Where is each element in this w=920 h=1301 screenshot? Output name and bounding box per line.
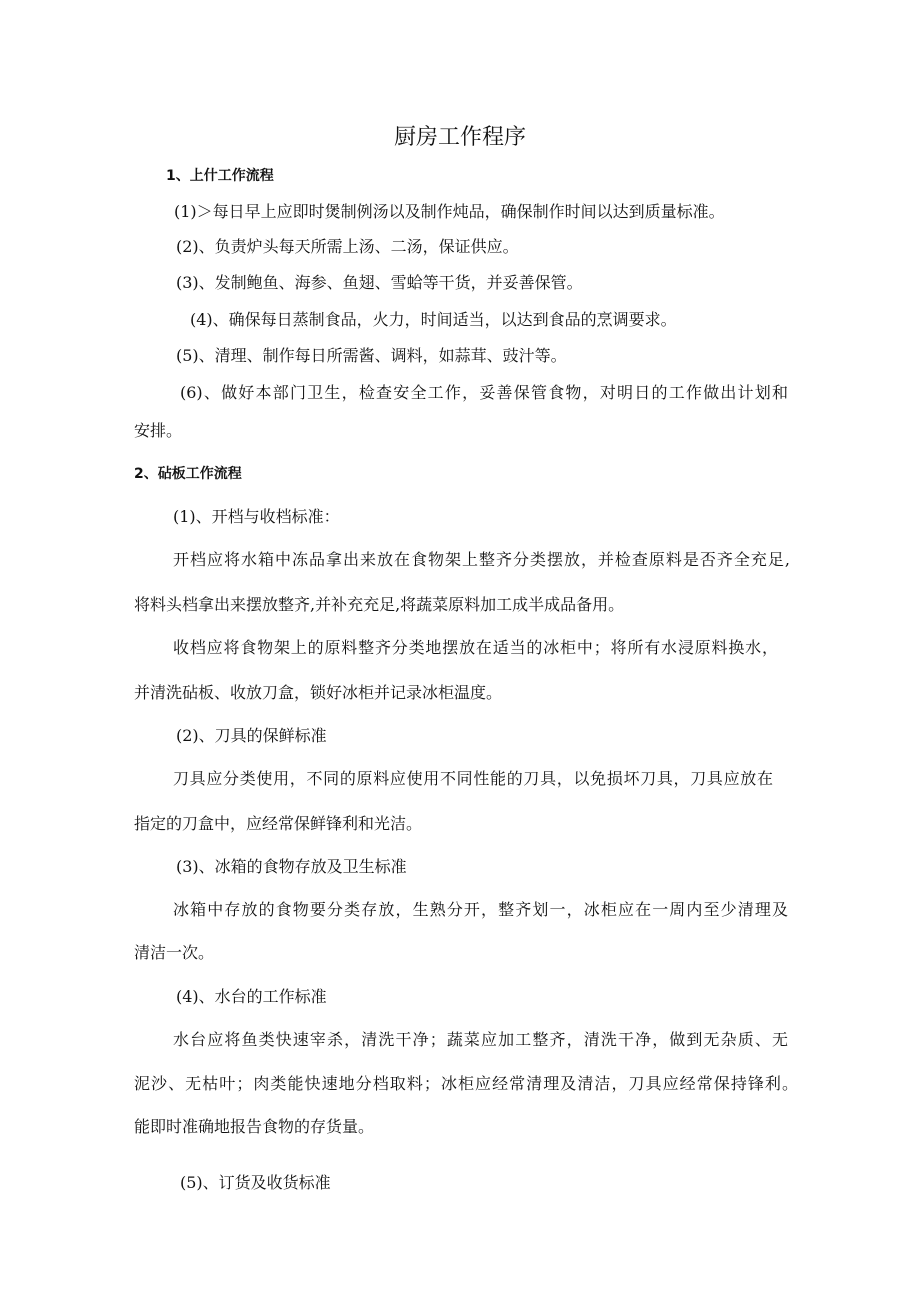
section-heading: 2、砧板工作流程	[134, 466, 242, 482]
paragraph-line: 水台应将鱼类快速宰杀，清洗干净；蔬菜应加工整齐，清洗干净，做到无杂质、无	[173, 1030, 788, 1049]
paragraph-line: (6)、做好本部门卫生，检查安全工作，妥善保管食物，对明日的工作做出计划和	[180, 383, 788, 402]
paragraph-line: 将料头档拿出来摆放整齐,并补充充足,将蔬菜原料加工成半成品备用。	[134, 595, 625, 614]
paragraph-line: 冰箱中存放的食物要分类存放，生熟分开，整齐划一，冰柜应在一周内至少清理及	[173, 900, 788, 919]
paragraph-line: (3)、冰箱的食物存放及卫生标准	[176, 857, 407, 876]
paragraph-line: 能即时准确地报告食物的存货量。	[134, 1117, 375, 1136]
paragraph-line: (5)、订货及收货标准	[180, 1173, 331, 1192]
paragraph-line: 开档应将水箱中冻品拿出来放在食物架上整齐分类摆放，并检查原料是否齐全充足,	[173, 550, 790, 569]
document-title: 厨房工作程序	[393, 125, 526, 150]
paragraph-line: (4)、水台的工作标准	[176, 987, 327, 1006]
paragraph-line: 指定的刀盒中，应经常保鲜锋利和光洁。	[134, 814, 423, 833]
paragraph-line: 安排。	[134, 421, 183, 440]
paragraph-line: (1)＞每日早上应即时煲制例汤以及制作炖品，确保制作时间以达到质量标准。	[174, 202, 725, 221]
paragraph-line: (5)、清理、制作每日所需酱、调料，如蒜茸、豉汁等。	[176, 346, 567, 365]
paragraph-line: 泥沙、无枯叶；肉类能快速地分档取料；冰柜应经常清理及清洁，刀具应经常保持锋利。	[134, 1074, 798, 1093]
paragraph-line: 清洁一次。	[134, 943, 215, 962]
section-heading: 1、上什工作流程	[166, 168, 274, 184]
paragraph-line: (3)、发制鲍鱼、海参、鱼翅、雪蛤等干货，并妥善保管。	[176, 273, 583, 292]
paragraph-line: 并清洗砧板、收放刀盒，锁好冰柜并记录冰柜温度。	[134, 683, 503, 702]
paragraph-line: 收档应将食物架上的原料整齐分类地摆放在适当的冰柜中；将所有水浸原料换水，	[173, 638, 778, 657]
paragraph-line: (4)、确保每日蒸制食品，火力，时间适当，以达到食品的烹调要求。	[190, 310, 677, 329]
paragraph-line: (1)、开档与收档标准：	[173, 507, 340, 526]
paragraph-line: (2)、刀具的保鲜标准	[176, 726, 327, 745]
paragraph-line: 刀具应分类使用，不同的原料应使用不同性能的刀具，以免损坏刀具，刀具应放在	[173, 769, 773, 788]
paragraph-line: (2)、负责炉头每天所需上汤、二汤，保证供应。	[176, 237, 519, 256]
